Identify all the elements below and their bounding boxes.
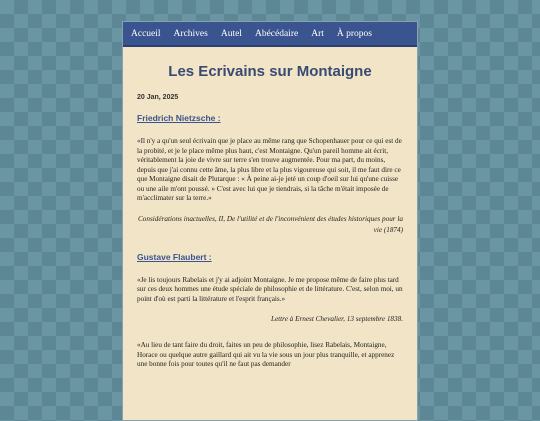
nav-a-propos[interactable]: À propos: [336, 28, 372, 39]
nav-accueil[interactable]: Accueil: [131, 28, 161, 39]
post-date: 20 Jan, 2025: [137, 94, 179, 101]
author-link-flaubert[interactable]: Gustave Flaubert :: [137, 251, 212, 262]
source-flaubert: Lettre à Ernest Chevalier, 13 septembre 1838.: [270, 315, 403, 323]
source-nietzsche: Considérations inactuelles, II, De l'utilité et de l'inconvénient des études historiques pour la vie (1874): [138, 214, 403, 234]
article-page: [122, 21, 418, 421]
top-nav: [123, 22, 417, 47]
article-content: [123, 63, 417, 370]
quote-nietzsche: «Il n'y a qu'un seul écrivain que je place au même rang que Schopenhauer pour ce qui est de la probité, et je le place même plus haut, c'est Montaigne. Qu'un pareil homme ait écrit, véritablement la joie de vivre sur terre s'en trouve augmentée. Pour ma part, du moins, depuis que j'ai connu cette âme, la plus libre et la plus vigoureuse qui soit, il me faut dire ce que Montaigne disait de Plutarque : « À peine ai-je jeté un coup d'oeil sur lui qu'une cuisse ou une aile m'ont poussé. » C'est avec lui que je tiendrais, si la tâche m'était imposée de m'acclimater sur la terre.»: [137, 137, 402, 202]
author-link-nietzsche[interactable]: Friedrich Nietzsche :: [137, 113, 221, 123]
nav-abecedaire[interactable]: Abécédaire: [254, 28, 299, 39]
nav-art[interactable]: Art: [311, 28, 324, 39]
page-title: Les Ecrivains sur Montaigne: [168, 63, 372, 80]
quote-flaubert: «Je lis toujours Rabelais et j'y ai adjoint Montaigne. Je me propose même de faire plus tard sur ces deux hommes une étude spéciale de philosophie et de littérature. C'est, selon moi, un point d'où est parti la littérature et l'esprit français.»: [137, 275, 403, 303]
quote-flaubert-2: «Au lieu de tant faire du droit, faites un peu de philosophie, lisez Rabelais, Montaigne, Horace ou quelque autre gaillard qui ait vu la vie sous un jour plus tranquille, et apprenez une bonne fois pour toutes qu'il ne faut pas demander: [137, 341, 395, 368]
nav-archives[interactable]: Archives: [173, 28, 208, 39]
nav-autel[interactable]: Autel: [220, 28, 242, 39]
